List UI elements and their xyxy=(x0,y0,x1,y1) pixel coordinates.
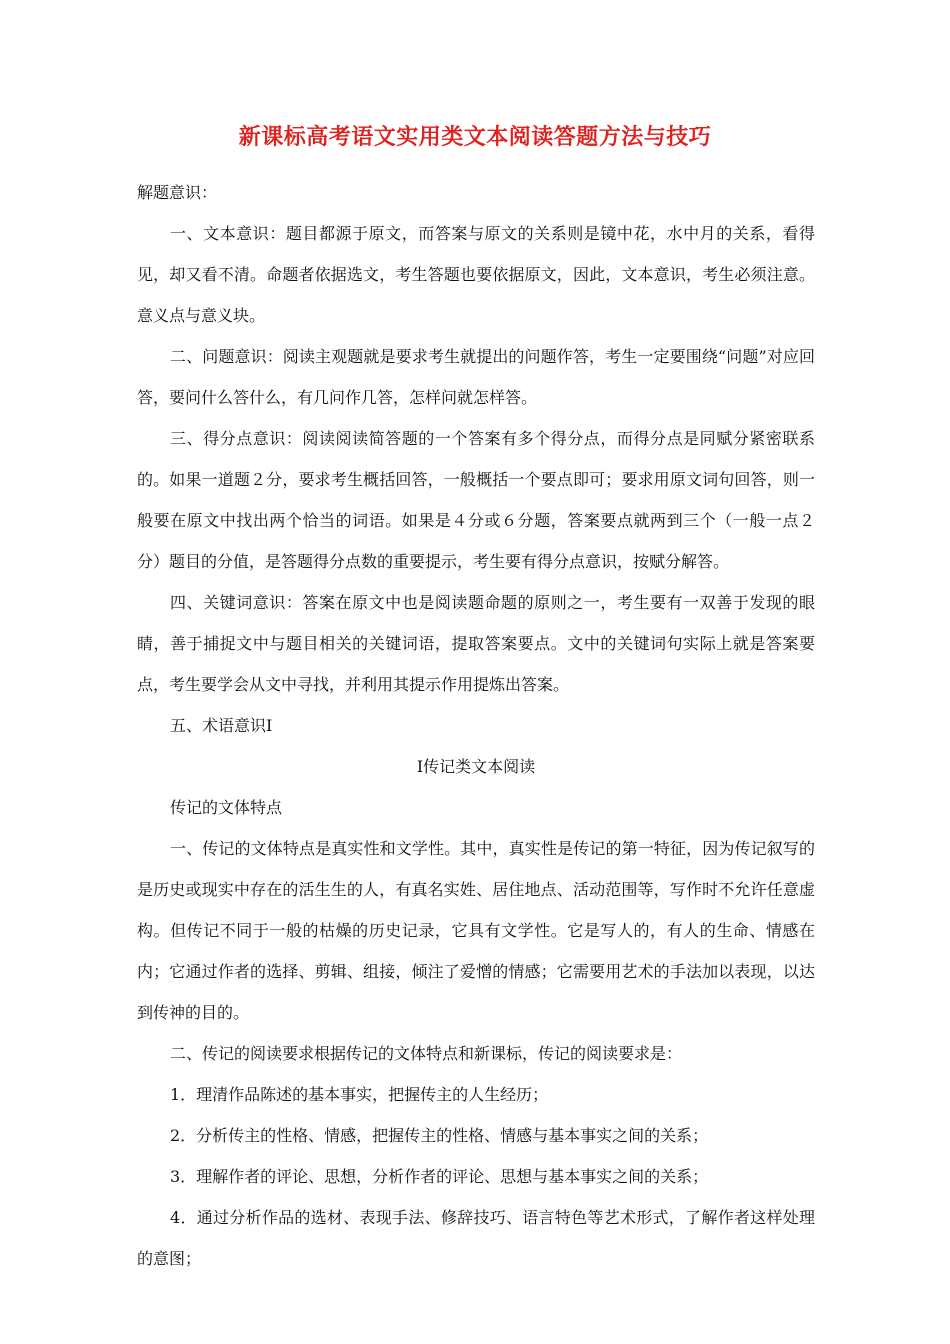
paragraph-reading-requirements: 二、传记的阅读要求根据传记的文体特点和新课标，传记的阅读要求是： xyxy=(170,1044,683,1063)
paragraph-text-awareness: 一、文本意识：题目都源于原文，而答案与原文的关系则是镜中花，水中月的关系，看得见，却又看不清。命题者依据选文，考生答题也要依据原文，因此，文本意识，考生必须注意。意义点与意义块。 xyxy=(137,224,815,325)
list-item-requirement-1: 1．理清作品陈述的基本事实，把握传主的人生经历； xyxy=(170,1085,549,1104)
section-heading-awareness: 解题意识： xyxy=(137,183,218,202)
list-item-requirement-3: 3．理解作者的评论、思想，分析作者的评论、思想与基本事实之间的关系； xyxy=(170,1167,709,1186)
list-item-requirement-4: 4．通过分析作品的选材、表现手法、修辞技巧、语言特色等艺术形式，了解作者这样处理的意图； xyxy=(137,1208,815,1268)
list-item-requirement-2: 2．分析传主的性格、情感，把握传主的性格、情感与基本事实之间的关系； xyxy=(170,1126,709,1145)
paragraph-scoring-awareness: 三、得分点意识：阅读阅读简答题的一个答案有多个得分点，而得分点是同赋分紧密联系的。如果一道题２分，要求考生概括回答，一般概括一个要点即可；要求用原文词句回答，则一般要在原文中找出两个恰当的词语。如果是４分或６分题，答案要点就两到三个（一般一点２分）题目的分值，是答题得分点数的重要提示，考生要有得分点意识，按赋分解答。 xyxy=(137,429,815,571)
document-body xyxy=(137,172,815,1279)
subheading-biography-features: 传记的文体特点 xyxy=(170,798,283,817)
paragraph-biography-features: 一、传记的文体特点是真实性和文学性。其中，真实性是传记的第一特征，因为传记叙写的是历史或现实中存在的活生生的人，有真名实姓、居住地点、活动范围等，写作时不允许任意虚构。但传记不同于一般的枯燥的历史记录，它具有文学性。它是写人的，有人的生命、情感在内；它通过作者的选择、剪辑、组接，倾注了爱憎的情感；它需要用艺术的手法加以表现，以达到传神的目的。 xyxy=(137,839,815,1022)
section-heading-biography: Ⅰ传记类文本阅读 xyxy=(416,757,536,776)
paragraph-question-awareness: 二、问题意识：阅读主观题就是要求考生就提出的问题作答，考生一定要围绕“问题”对应回答，要问什么答什么，有几问作几答，怎样问就怎样答。 xyxy=(137,347,815,407)
paragraph-keyword-awareness: 四、关键词意识：答案在原文中也是阅读题命题的原则之一，考生要有一双善于发现的眼睛，善于捕捉文中与题目相关的关键词语，提取答案要点。文中的关键词句实际上就是答案要点，考生要学会从文中寻找，并利用其提示作用提炼出答案。 xyxy=(137,593,815,694)
paragraph-terminology-awareness: 五、术语意识Ⅰ xyxy=(170,716,273,735)
document-title: 新课标高考语文实用类文本阅读答题方法与技巧 xyxy=(238,124,712,150)
